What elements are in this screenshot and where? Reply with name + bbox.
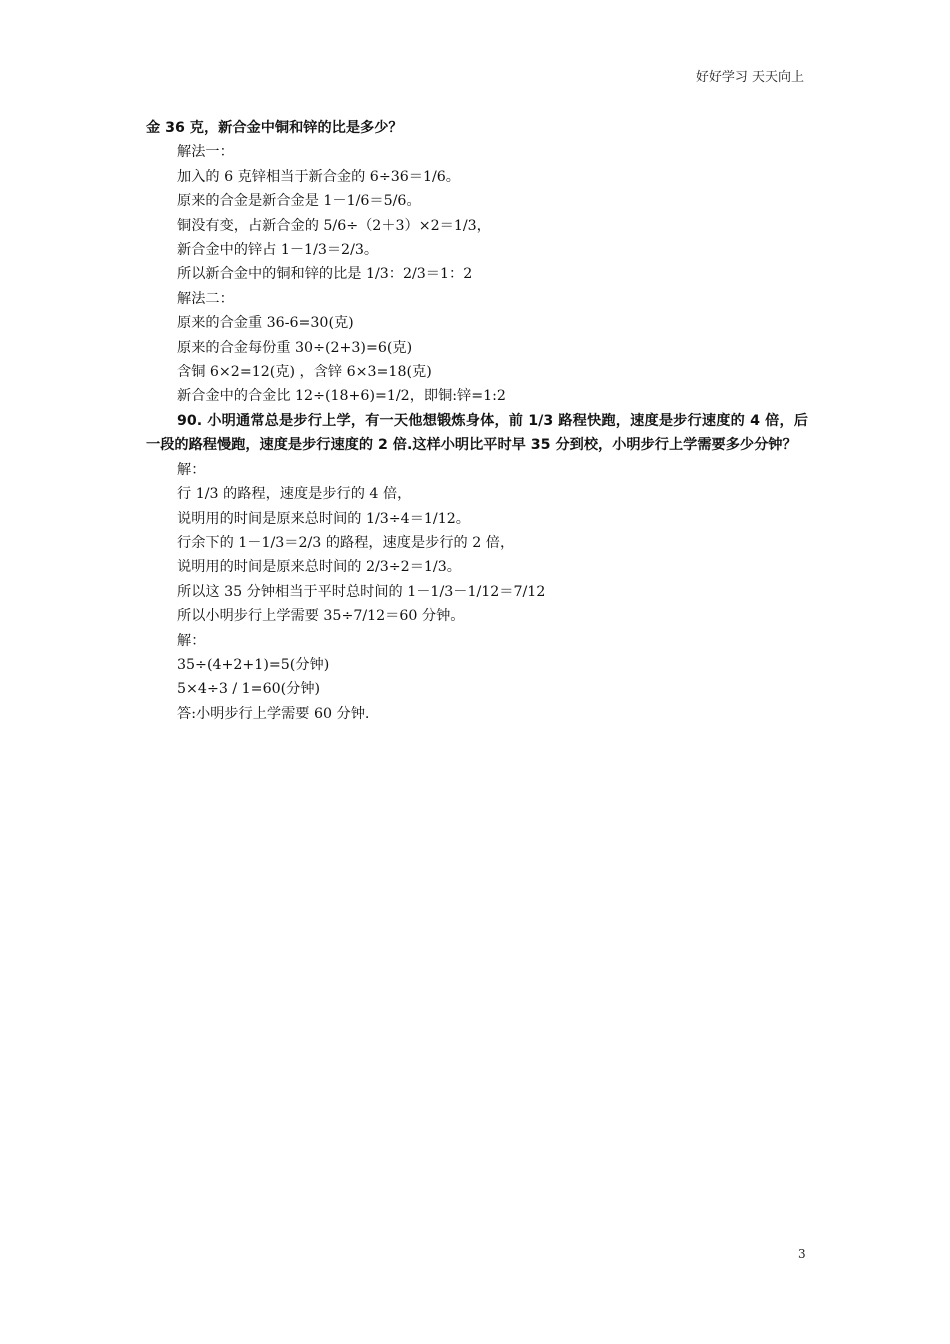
solution-line: 原来的合金重 36-6=30(克) xyxy=(177,315,354,332)
solution-line: 行余下的 1－1/3＝2/3 的路程，速度是步行的 2 倍， xyxy=(177,534,515,551)
problem-89-tail: 金 36 克，新合金中铜和锌的比是多少？ xyxy=(146,120,403,136)
solution-89-method2-label: 解法二： xyxy=(177,290,234,307)
header-divider xyxy=(146,90,804,91)
solution-line: 行 1/3 的路程，速度是步行的 4 倍， xyxy=(177,486,412,503)
page-number: 3 xyxy=(798,1247,806,1261)
solution-line: 原来的合金是新合金是 1－1/6＝5/6。 xyxy=(177,193,421,210)
solution-line: 说明用的时间是原来总时间的 1/3÷4＝1/12。 xyxy=(177,510,470,527)
solution-line: 所以这 35 分钟相当于平时总时间的 1－1/3－1/12＝7/12 xyxy=(177,583,546,600)
solution-line: 所以新合金中的铜和锌的比是 1/3：2/3＝1：2 xyxy=(177,266,473,283)
solution-answer: 答:小明步行上学需要 60 分钟. xyxy=(177,705,370,722)
page-header: 好好学习 天天向上 xyxy=(695,70,804,85)
solution-90-label-2: 解： xyxy=(177,632,206,649)
solution-89-method1-label: 解法一： xyxy=(177,144,234,161)
solution-line: 说明用的时间是原来总时间的 2/3÷2＝1/3。 xyxy=(177,559,461,576)
solution-line: 5×4÷3 / 1=60(分钟) xyxy=(177,681,321,698)
solution-line: 35÷(4+2+1)=5(分钟) xyxy=(177,656,330,673)
solution-line: 铜没有变，占新合金的 5/6÷（2＋3）×2＝1/3， xyxy=(177,217,491,234)
solution-line: 所以小明步行上学需要 35÷7/12＝60 分钟。 xyxy=(177,608,465,625)
solution-line: 加入的 6 克锌相当于新合金的 6÷36＝1/6。 xyxy=(177,168,460,185)
solution-90-label-1: 解： xyxy=(177,461,206,478)
solution-line: 含铜 6×2=12(克) ，含锌 6×3=18(克) xyxy=(177,364,432,381)
problem-90-statement: 90. 小明通常总是步行上学，有一天他想锻炼身体，前 1/3 路程快跑，速度是步行速度的 4 倍，后一段的路程慢跑，速度是步行速度的 2 倍.这样小明比平时早 35 分到校，小明步行上学需要多少分钟？ xyxy=(146,412,808,454)
page-content xyxy=(146,116,808,726)
solution-line: 原来的合金每份重 30÷(2+3)=6(克) xyxy=(177,339,413,356)
solution-line: 新合金中的锌占 1－1/3＝2/3。 xyxy=(177,242,379,259)
solution-line: 新合金中的合金比 12÷(18+6)=1/2，即铜:锌=1:2 xyxy=(177,388,506,405)
